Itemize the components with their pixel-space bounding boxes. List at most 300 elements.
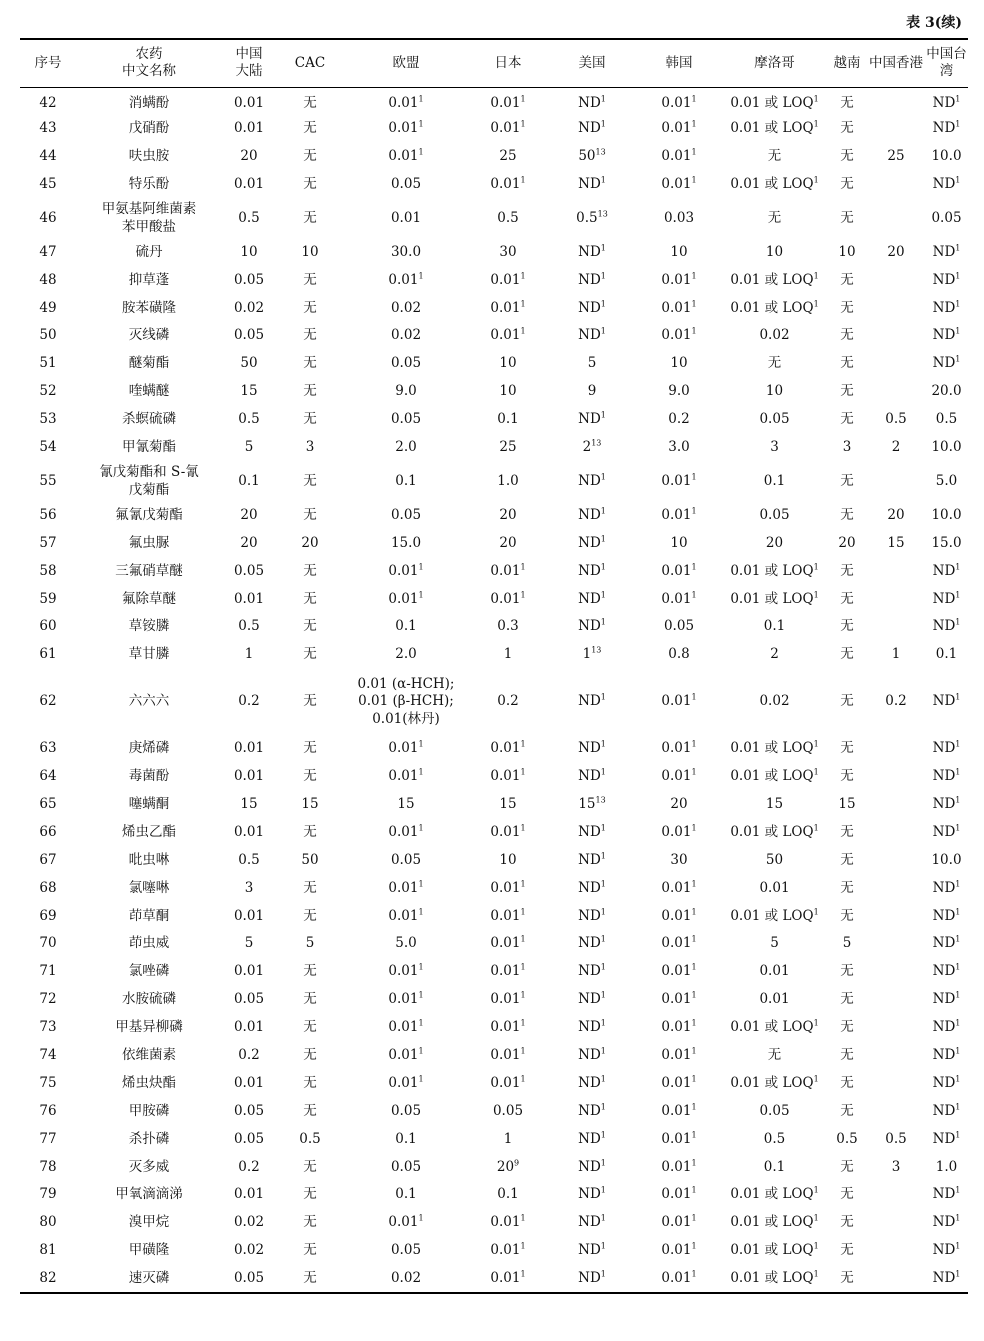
row-number: 45 xyxy=(39,175,57,192)
table-row xyxy=(20,1126,968,1154)
value-usa: $ND^1$ xyxy=(578,506,606,523)
pesticide-name: 硫丹 xyxy=(135,243,163,260)
value-china-mainland: 0.02 xyxy=(233,1242,265,1259)
value-taiwan: $ND^1$ xyxy=(932,1241,961,1259)
table-row xyxy=(20,986,968,1014)
value-korea: 0.01$^1$ xyxy=(661,907,697,924)
value-china-mainland: 0.2 xyxy=(238,1158,260,1175)
footnote-ref: 1 xyxy=(600,1074,606,1084)
value-korea: 0.01$^1$ xyxy=(661,506,697,523)
value-eu: 0.05 xyxy=(390,1242,422,1259)
value-japan: 1 xyxy=(503,1130,513,1147)
value-japan: 20 xyxy=(499,506,517,523)
value-usa: $ND^1$ xyxy=(578,1213,606,1231)
footnote-ref: 1 xyxy=(955,739,961,749)
value-china-mainland: 50 xyxy=(240,355,258,372)
row-number: 59 xyxy=(39,590,57,607)
table-row xyxy=(20,1153,968,1181)
value-vietnam: 无 xyxy=(840,991,854,1008)
footnote-ref: 1 xyxy=(955,879,961,889)
value-hongkong xyxy=(867,462,925,502)
value-cac: 无 xyxy=(303,383,317,400)
footnote-ref: 1 xyxy=(600,1018,606,1028)
value-morocco: 5 xyxy=(770,935,779,952)
footnote-ref: 1 xyxy=(418,1046,424,1056)
value-vietnam: 15 xyxy=(838,795,856,812)
table-row xyxy=(20,791,968,819)
row-number: 42 xyxy=(39,94,57,111)
footnote-ref: 1 xyxy=(955,1269,961,1279)
pesticide-name: 溴甲烷 xyxy=(128,1214,170,1231)
value-usa: $ND^1$ xyxy=(578,271,606,288)
pesticide-name xyxy=(76,462,222,502)
value-eu: 0.01$^1$ xyxy=(388,907,424,924)
value-eu: 0.05 xyxy=(390,1102,422,1119)
row-number: 51 xyxy=(39,355,57,372)
footnote-ref: 1 xyxy=(813,1213,819,1223)
pesticide-name: 醚菊酯 xyxy=(128,355,170,372)
value-eu: 0.02 xyxy=(344,1265,468,1293)
footnote-ref: 1 xyxy=(600,472,606,482)
value-vietnam: 无 xyxy=(840,693,854,710)
value-morocco: 0.01 xyxy=(759,879,790,896)
value-japan: 0.01$^1$ xyxy=(490,562,526,579)
value-japan: 0.01$^1$ xyxy=(490,934,526,952)
value-usa: $ND^1$ xyxy=(578,1130,606,1147)
table-row xyxy=(20,613,968,641)
pesticide-name: 消螨酚 xyxy=(128,94,170,111)
footnote-ref: 1 xyxy=(691,94,697,104)
table-row xyxy=(20,1098,968,1126)
value-taiwan: $ND^1$ xyxy=(932,1074,961,1091)
value-korea: 0.01$^1$ xyxy=(661,1102,697,1119)
cell-line: 0.01 (β-HCH); xyxy=(358,693,454,710)
value-cac: 无 xyxy=(303,472,317,489)
value-japan: 0.01$^1$ xyxy=(490,1213,526,1231)
value-japan: 0.3 xyxy=(497,618,519,635)
value-vietnam: 无 xyxy=(840,209,854,226)
footnote-ref: 1 xyxy=(600,617,606,627)
row-number: 52 xyxy=(39,383,57,400)
value-china-mainland: 0.5 xyxy=(238,209,260,226)
value-hongkong: 25 xyxy=(887,147,905,164)
value-cac: 无 xyxy=(303,1019,317,1036)
value-taiwan: 15.0 xyxy=(931,534,962,551)
value-japan: 0.2 xyxy=(497,693,519,710)
table-row xyxy=(20,819,968,847)
value-china-mainland: 0.01 xyxy=(233,768,265,785)
header-japan: 日本 xyxy=(468,39,548,87)
value-vietnam: 无 xyxy=(840,1019,854,1036)
row-number: 63 xyxy=(39,740,57,757)
value-usa: $ND^1$ xyxy=(578,175,606,192)
row-number: 81 xyxy=(39,1242,57,1259)
value-eu: 0.01$^1$ xyxy=(388,147,424,164)
value-morocco: 20 xyxy=(765,534,784,551)
header-hongkong: 中国香港 xyxy=(867,39,925,87)
value-korea: 0.05 xyxy=(663,618,695,635)
row-number: 73 xyxy=(39,1019,57,1036)
pesticide-name: 甲氰菊酯 xyxy=(122,438,176,455)
value-japan: $20^9$ xyxy=(496,1158,520,1175)
value-morocco: 50 xyxy=(765,851,784,868)
value-hongkong xyxy=(867,1181,925,1209)
footnote-ref: 1 xyxy=(955,823,961,833)
value-taiwan: $ND^1$ xyxy=(932,934,961,952)
value-hongkong xyxy=(867,115,925,143)
value-morocco: 0.01 或 LOQ$^1$ xyxy=(730,562,819,579)
value-china-mainland: 0.01 xyxy=(233,1019,265,1036)
footnote-ref: 1 xyxy=(418,119,424,129)
value-hongkong xyxy=(867,294,925,322)
value-morocco: 0.01 或 LOQ$^1$ xyxy=(730,271,819,288)
value-eu: 0.01$^1$ xyxy=(388,1018,424,1036)
footnote-ref: 1 xyxy=(955,990,961,1000)
value-hongkong xyxy=(867,958,925,986)
value-china-mainland: 0.5 xyxy=(238,851,260,868)
value-usa: $ND^1$ xyxy=(578,907,606,924)
footnote-ref: 1 xyxy=(955,119,961,129)
value-taiwan: $ND^1$ xyxy=(932,767,961,785)
pesticide-name: 抑草蓬 xyxy=(128,271,170,288)
value-hongkong: 0.2 xyxy=(885,693,907,710)
cell-line: 0.01(林丹) xyxy=(372,710,440,727)
footnote-ref: 1 xyxy=(955,590,961,600)
value-taiwan: $ND^1$ xyxy=(932,1185,961,1203)
value-japan: 0.01$^1$ xyxy=(490,1241,526,1259)
value-hongkong xyxy=(867,322,925,350)
header-korea: 韩国 xyxy=(636,39,722,87)
footnote-ref: 1 xyxy=(813,590,819,600)
row-number: 71 xyxy=(39,963,57,980)
row-number: 56 xyxy=(39,506,57,523)
value-cac: 无 xyxy=(303,618,317,635)
value-morocco: 0.1 xyxy=(763,1158,786,1175)
footnote-ref: 1 xyxy=(955,767,961,777)
footnote-ref: 1 xyxy=(691,1074,697,1084)
footnote-ref: 1 xyxy=(520,1018,526,1028)
value-usa: 5 xyxy=(587,355,597,372)
footnote-ref: 1 xyxy=(418,590,424,600)
value-taiwan: $ND^1$ xyxy=(932,879,961,896)
value-usa: $ND^1$ xyxy=(578,617,606,635)
footnote-ref: 1 xyxy=(418,739,424,749)
value-vietnam: 无 xyxy=(840,768,854,785)
footnote-ref: 1 xyxy=(418,823,424,833)
footnote-ref: 13 xyxy=(591,438,602,448)
value-morocco: 0.01 或 LOQ$^1$ xyxy=(730,1241,819,1259)
value-japan: 30 xyxy=(499,243,517,260)
footnote-ref: 1 xyxy=(600,1185,606,1195)
value-china-mainland: 0.01 xyxy=(233,120,265,137)
value-taiwan: $ND^1$ xyxy=(932,990,961,1008)
footnote-ref: 1 xyxy=(418,962,424,972)
footnote-ref: 1 xyxy=(600,271,606,281)
pesticide-name: 戊硝酚 xyxy=(128,120,170,137)
value-morocco: 0.01 或 LOQ$^1$ xyxy=(730,94,819,111)
value-usa: $ND^1$ xyxy=(578,692,606,710)
value-eu: 0.01$^1$ xyxy=(388,739,424,757)
table-row xyxy=(20,930,968,958)
pesticide-name: 甲氧滴滴涕 xyxy=(115,1186,183,1203)
row-number: 47 xyxy=(39,243,57,260)
value-eu: 0.02 xyxy=(390,299,422,316)
footnote-ref: 1 xyxy=(520,562,526,572)
value-eu: 0.01$^1$ xyxy=(388,590,424,607)
value-morocco: 0.01 xyxy=(759,963,790,980)
value-vietnam: 无 xyxy=(840,1242,854,1259)
value-korea: 30 xyxy=(670,851,688,868)
value-cac: 无 xyxy=(303,1074,317,1091)
value-eu: 15.0 xyxy=(390,534,422,551)
row-number: 68 xyxy=(39,879,57,896)
value-vietnam: 0.5 xyxy=(836,1130,858,1147)
value-hongkong: 1 xyxy=(891,646,901,663)
footnote-ref: 1 xyxy=(813,175,819,185)
footnote-ref: 1 xyxy=(955,1102,961,1112)
footnote-ref: 1 xyxy=(418,1213,424,1223)
footnote-ref: 1 xyxy=(691,562,697,572)
cell-line: 戊菊酯 xyxy=(128,481,170,498)
value-usa: $ND^1$ xyxy=(578,326,606,344)
footnote-ref: 1 xyxy=(600,562,606,572)
value-korea: 0.01$^1$ xyxy=(661,692,697,710)
value-china-mainland: 20 xyxy=(240,534,258,551)
pesticide-name: 特乐酚 xyxy=(128,175,170,192)
value-japan: 0.01$^1$ xyxy=(468,1265,548,1293)
value-korea: 0.01$^1$ xyxy=(636,1265,722,1293)
table-row xyxy=(20,847,968,875)
value-japan: 0.01$^1$ xyxy=(490,1046,526,1063)
value-vietnam: 无 xyxy=(840,879,854,896)
value-hongkong xyxy=(867,1265,925,1293)
value-cac: 无 xyxy=(303,1242,317,1259)
header-name-line1: 农药 xyxy=(135,46,163,63)
footnote-ref: 1 xyxy=(691,767,697,777)
footnote-ref: 1 xyxy=(520,907,526,917)
value-cac: 无 xyxy=(303,299,317,316)
value-japan: 0.01$^1$ xyxy=(490,907,526,924)
value-eu: 0.01$^1$ xyxy=(388,1213,424,1231)
value-japan: 0.01$^1$ xyxy=(490,990,526,1008)
footnote-ref: 1 xyxy=(418,562,424,572)
pesticide-name: 氯噻啉 xyxy=(128,879,170,896)
cell-line: 甲氨基阿维菌素 xyxy=(101,201,197,218)
footnote-ref: 1 xyxy=(600,326,606,336)
header-usa: 美国 xyxy=(548,39,636,87)
footnote-ref: 1 xyxy=(955,1018,961,1028)
footnote-ref: 1 xyxy=(600,299,606,309)
value-morocco: 0.02 xyxy=(759,327,790,344)
footnote-ref: 13 xyxy=(597,209,608,219)
header-row xyxy=(20,39,968,87)
pesticide-name: 烯虫乙酯 xyxy=(122,823,176,840)
value-usa: 9 xyxy=(587,383,597,400)
value-korea: 0.01$^1$ xyxy=(661,1213,697,1231)
value-hongkong: 20 xyxy=(887,506,905,523)
value-cac: 无 xyxy=(303,120,317,137)
value-japan: 0.01$^1$ xyxy=(490,175,526,192)
pesticide-name: 水胺硫磷 xyxy=(122,991,176,1008)
value-japan: 0.01$^1$ xyxy=(490,326,526,344)
footnote-ref: 1 xyxy=(600,175,606,185)
value-taiwan: 0.1 xyxy=(935,646,958,663)
table-row xyxy=(20,502,968,530)
footnote-ref: 1 xyxy=(520,590,526,600)
footnote-ref: 1 xyxy=(813,119,819,129)
table-row xyxy=(20,115,968,143)
value-korea: 0.01$^1$ xyxy=(661,94,697,111)
footnote-ref: 1 xyxy=(520,767,526,777)
footnote-ref: 1 xyxy=(600,907,606,917)
value-vietnam: 无 xyxy=(840,327,854,344)
value-vietnam: 无 xyxy=(840,120,854,137)
footnote-ref: 1 xyxy=(813,823,819,833)
footnote-ref: 1 xyxy=(418,879,424,889)
value-japan: 0.01$^1$ xyxy=(490,962,526,980)
value-korea: 10 xyxy=(670,243,688,260)
value-morocco: 3 xyxy=(770,438,779,455)
value-japan: 25 xyxy=(499,147,517,164)
pesticide-name: 氟氰戊菊酯 xyxy=(115,506,183,523)
row-number: 60 xyxy=(39,618,57,635)
value-vietnam: 无 xyxy=(840,299,854,316)
value-taiwan: $ND^1$ xyxy=(932,119,961,137)
value-cac: 无 xyxy=(303,1186,317,1203)
footnote-ref: 1 xyxy=(418,907,424,917)
value-korea: 3.0 xyxy=(668,438,690,455)
value-korea: 0.01$^1$ xyxy=(661,823,697,840)
header-cn-line2: 大陆 xyxy=(235,63,263,80)
value-taiwan: $ND^1$ xyxy=(932,354,961,372)
value-vietnam: 无 xyxy=(840,740,854,757)
pesticide-name: 杀扑磷 xyxy=(128,1130,170,1147)
footnote-ref: 1 xyxy=(955,1074,961,1084)
value-korea: 0.01$^1$ xyxy=(661,1158,697,1175)
value-vietnam: 无 xyxy=(840,1047,854,1063)
pesticide-name: 烯虫炔酯 xyxy=(122,1074,176,1091)
footnote-ref: 1 xyxy=(955,1213,961,1223)
value-taiwan: 10.0 xyxy=(931,506,962,523)
value-hongkong: 20 xyxy=(887,243,905,260)
value-korea: 10 xyxy=(670,355,688,372)
value-hongkong xyxy=(867,87,925,115)
value-taiwan: $ND^1$ xyxy=(932,590,961,607)
footnote-ref: 1 xyxy=(600,243,606,253)
pesticide-mrl-table xyxy=(20,38,968,1294)
value-usa: $ND^1$ xyxy=(578,1241,606,1259)
value-hongkong xyxy=(867,986,925,1014)
footnote-ref: 1 xyxy=(955,934,961,944)
value-taiwan: $ND^1$ xyxy=(932,1130,961,1147)
value-morocco: 2 xyxy=(770,646,779,663)
value-usa: $ND^1$ xyxy=(578,299,606,316)
value-eu: 0.01$^1$ xyxy=(388,767,424,785)
value-cac: 无 xyxy=(303,562,317,579)
value-morocco: 0.05 xyxy=(759,1102,790,1119)
value-vietnam: 无 xyxy=(840,823,854,840)
value-vietnam: 无 xyxy=(840,618,854,635)
value-usa: $ND^1$ xyxy=(578,243,606,260)
value-cac: 无 xyxy=(303,768,317,785)
value-japan: 0.05 xyxy=(492,1102,524,1119)
row-number: 44 xyxy=(39,147,57,164)
value-morocco: 10 xyxy=(765,243,784,260)
value-taiwan: $ND^1$ xyxy=(932,271,961,288)
value-japan: 0.1 xyxy=(497,411,519,428)
value-japan: 0.01$^1$ xyxy=(490,94,526,111)
value-cac: 无 xyxy=(303,693,317,710)
row-number: 69 xyxy=(39,907,57,924)
value-eu: 0.05 xyxy=(390,851,422,868)
value-china-mainland: 0.05 xyxy=(233,271,265,288)
value-eu: 0.02 xyxy=(390,327,422,344)
value-china-mainland: 5 xyxy=(244,438,254,455)
footnote-ref: 1 xyxy=(600,410,606,420)
value-cac: 无 xyxy=(303,1102,317,1119)
footnote-ref: 1 xyxy=(955,94,961,104)
row-number: 70 xyxy=(39,935,57,952)
value-eu: 0.05 xyxy=(390,411,422,428)
footnote-ref: 1 xyxy=(600,1269,606,1279)
value-usa: $ND^1$ xyxy=(578,1185,606,1203)
value-china-mainland: 0.01 xyxy=(233,94,265,111)
footnote-ref: 1 xyxy=(691,472,697,482)
value-china-mainland: 0.2 xyxy=(238,693,260,710)
value-hongkong xyxy=(867,763,925,791)
footnote-ref: 1 xyxy=(955,1185,961,1195)
header-name xyxy=(76,39,222,87)
pesticide-name: 氟虫脲 xyxy=(128,534,170,551)
value-morocco: 15 xyxy=(765,795,784,812)
value-japan: 0.1 xyxy=(497,1186,519,1203)
footnote-ref: 1 xyxy=(691,962,697,972)
value-korea: 0.01$^1$ xyxy=(661,767,697,785)
value-hongkong: 0.5 xyxy=(885,1130,907,1147)
row-number: 75 xyxy=(39,1074,57,1091)
value-eu: 0.05 xyxy=(390,506,422,523)
value-vietnam: 无 xyxy=(840,506,854,523)
footnote-ref: 1 xyxy=(955,175,961,185)
value-vietnam: 无 xyxy=(840,1158,854,1175)
footnote-ref: 1 xyxy=(691,934,697,944)
value-china-mainland: 0.05 xyxy=(233,991,265,1008)
value-usa: $50^{13}$ xyxy=(578,147,606,164)
pesticide-name: 呋虫胺 xyxy=(128,147,170,164)
pesticide-name: 三氟硝草醚 xyxy=(115,562,183,579)
row-number: 43 xyxy=(39,120,57,137)
value-eu: 0.05 xyxy=(390,355,422,372)
value-korea: 0.01$^1$ xyxy=(661,879,697,896)
value-usa: $ND^1$ xyxy=(578,472,606,489)
footnote-ref: 1 xyxy=(600,739,606,749)
value-morocco: 0.01 或 LOQ$^1$ xyxy=(730,299,819,316)
footnote-ref: 1 xyxy=(418,271,424,281)
value-taiwan: 1.0 xyxy=(935,1158,958,1175)
footnote-ref: 1 xyxy=(691,1018,697,1028)
footnote-ref: 1 xyxy=(691,506,697,516)
value-china-mainland: 1 xyxy=(244,646,254,663)
value-morocco: 0.01 或 LOQ$^1$ xyxy=(730,1213,819,1231)
value-korea: 0.01$^1$ xyxy=(661,1241,697,1259)
value-japan: 10 xyxy=(499,383,517,400)
value-korea: 20 xyxy=(670,795,688,812)
pesticide-name: 草甘膦 xyxy=(128,646,170,663)
value-hongkong xyxy=(867,1209,925,1237)
row-number: 82 xyxy=(20,1265,76,1293)
footnote-ref: 1 xyxy=(600,962,606,972)
footnote-ref: 1 xyxy=(418,147,424,157)
